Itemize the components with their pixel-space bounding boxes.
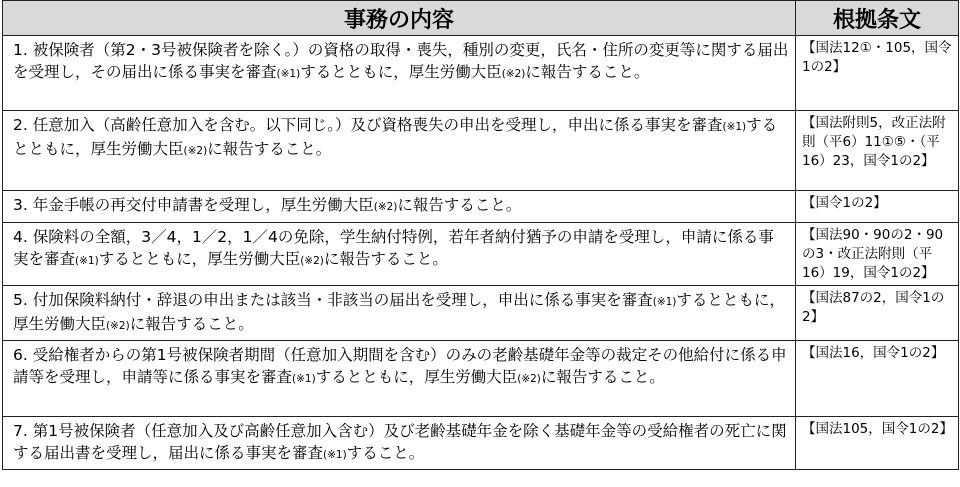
- task-text: すること。: [346, 444, 425, 462]
- task-text: するとともに，厚生労働大臣: [300, 63, 502, 81]
- task-text: するとともに，厚生労働大臣: [98, 250, 301, 268]
- duties-table: [2, 0, 959, 470]
- task-text: に報告すること。: [323, 250, 448, 268]
- table-row: [3, 223, 959, 286]
- task-text: 被保険者（第2・3号被保険者を除く。）の資格の取得・喪失，種別の変更，氏名・住所の変更等に関する届出を受理し，その届出に係る事実を審査: [13, 41, 789, 81]
- task-cell: [3, 286, 796, 341]
- item-number: 7.: [13, 422, 33, 440]
- task-text: 付加保険料納付・辞退の申出または該当・非該当の届出を受理し，申出に係る事実を審査: [32, 291, 653, 309]
- table-row: [3, 341, 959, 417]
- note-marker: (※2): [373, 201, 398, 213]
- note-marker: (※2): [300, 255, 324, 267]
- ref-cell: 【国令1の2】: [796, 191, 959, 223]
- task-text: するとともに，厚生労働大臣: [13, 291, 785, 333]
- table-row: [3, 286, 959, 341]
- task-cell: [3, 223, 796, 286]
- ref-column-header: 根拠条文: [796, 1, 959, 36]
- task-text: に報告すること。: [525, 63, 650, 81]
- task-text: 保険料の全額，3／4，1／2，1／4の免除，学生納付特例，若年者納付猶予の申請を受理し，申請に係る事実を審査: [13, 228, 774, 268]
- task-text: 年金手帳の再交付申請書を受理し，厚生労働大臣: [32, 196, 374, 214]
- ref-cell: 【国法12①・105，国令1の2】: [796, 36, 959, 111]
- task-text: に報告すること。: [207, 140, 332, 158]
- task-text: に報告すること。: [129, 315, 254, 333]
- ref-cell: 【国法附則5，改正法附則（平6）11①⑤・（平16）23，国令1の2】: [796, 111, 959, 191]
- task-cell: [3, 36, 796, 111]
- note-marker: (※1): [292, 373, 316, 385]
- note-marker: (※1): [276, 68, 301, 80]
- header-row: [3, 1, 959, 36]
- task-text: 任意加入（高齢任意加入を含む。以下同じ。）及び資格喪失の申出を受理し，申出に係る事実を審査: [32, 116, 723, 134]
- ref-cell: 【国法105，国令1の2】: [796, 417, 959, 470]
- note-marker: (※2): [106, 320, 130, 332]
- ref-cell: 【国法87の2，国令1の2】: [796, 286, 959, 341]
- ref-cell: 【国法16，国令1の2】: [796, 341, 959, 417]
- item-number: 1.: [13, 41, 33, 59]
- note-marker: (※1): [722, 121, 747, 133]
- ref-cell: 【国法90・90の2・90の3・改正法附則（平16）19，国令1の2】: [796, 223, 959, 286]
- task-text: に報告すること。: [540, 368, 665, 386]
- item-number: 2.: [13, 116, 33, 134]
- task-cell: [3, 111, 796, 191]
- table-row: [3, 36, 959, 111]
- table-row: [3, 417, 959, 470]
- table-row: [3, 191, 959, 223]
- task-text: するとともに，厚生労働大臣: [315, 368, 518, 386]
- note-marker: (※2): [517, 373, 541, 385]
- task-cell: [3, 417, 796, 470]
- item-number: 5.: [13, 291, 33, 309]
- table-row: [3, 111, 959, 191]
- note-marker: (※2): [501, 68, 526, 80]
- note-marker: (※1): [75, 255, 99, 267]
- note-marker: (※1): [652, 296, 677, 308]
- task-text: するとともに，厚生労働大臣: [13, 116, 778, 158]
- task-text: に報告すること。: [397, 196, 522, 214]
- item-number: 3.: [13, 196, 33, 214]
- task-cell: [3, 191, 796, 223]
- note-marker: (※2): [183, 145, 208, 157]
- task-text: 受給権者からの第1号被保険者期間（任意加入期間を含む）のみの老齢基礎年金等の裁定その他給付に係る申請等を受理し，申請等に係る事実を審査: [13, 346, 787, 386]
- task-text: 第1号被保険者（任意加入及び高齢任意加入含む）及び老齢基礎年金を除く基礎年金等の受給権者の死亡に関する届出書を受理し，届出に係る事実を審査: [13, 422, 787, 462]
- item-number: 4.: [13, 228, 33, 246]
- task-column-header: 事務の内容: [3, 1, 796, 36]
- note-marker: (※1): [323, 449, 347, 461]
- task-cell: [3, 341, 796, 417]
- item-number: 6.: [13, 346, 33, 364]
